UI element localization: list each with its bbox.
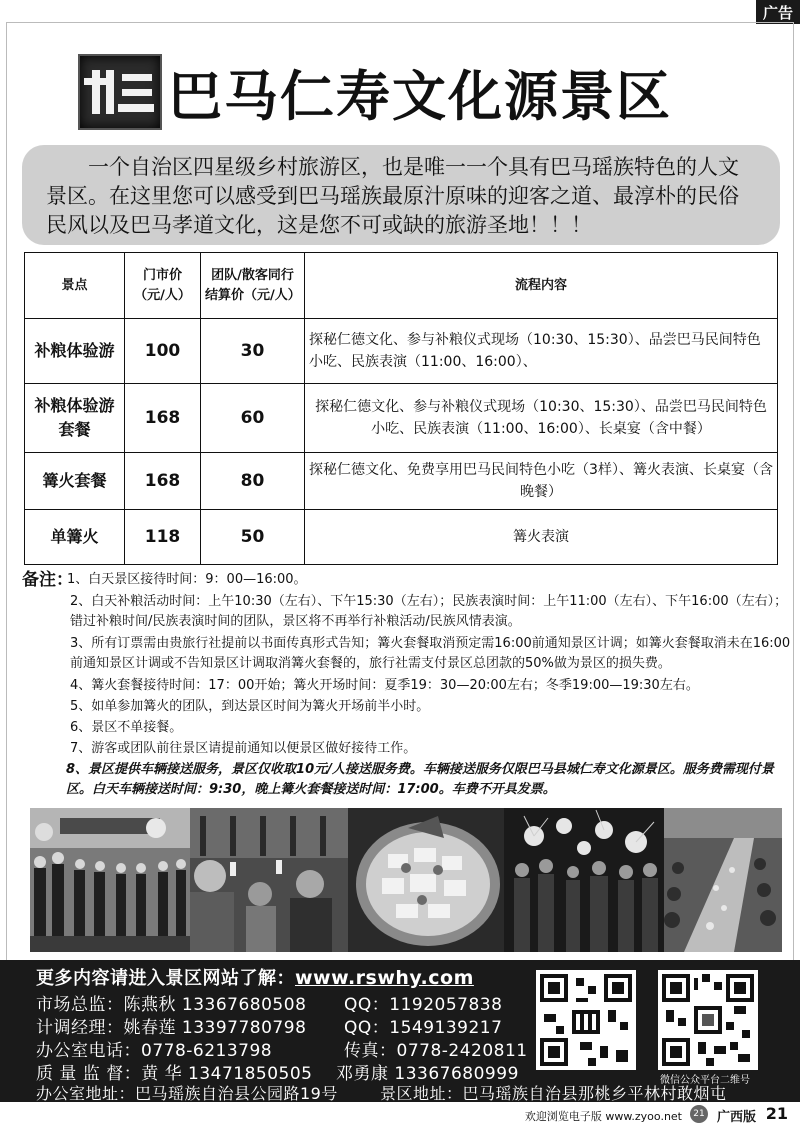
qq-1: QQ：1192057838 [344, 995, 503, 1015]
row-flow: 探秘仁德文化、参与补粮仪式现场（10:30、15:30）、品尝巴马民间特色小吃、民族表演（11:00、16:00）、 [305, 319, 778, 384]
note-item: 3、所有订票需由贵旅行社提前以书面传真形式告知；篝火套餐取消预定需16:00前通知景区计调；如篝火套餐取消未在16:00前通知景区计调或不告知景区计调取消篝火套餐的，旅行社需支付景区总团款的50%做为景区的损失费。 [70, 636, 791, 671]
site-url[interactable]: 欢迎浏览电子版 www.zyoo.net [524, 1110, 682, 1123]
wechat-caption: 微信公众平台二维号 [660, 1075, 750, 1086]
row-name: 补粮体验游套餐 [25, 384, 125, 453]
price-table [24, 252, 778, 565]
badge-icon: 21 [690, 1105, 708, 1123]
office-address: 办公室地址：巴马瑶族自治县公园路19号 [36, 1084, 338, 1103]
row-group-price: 30 [201, 319, 305, 384]
edition-label: 广西版 [716, 1110, 756, 1125]
table-row [25, 510, 778, 565]
photo-long-table [664, 808, 782, 952]
notes-heading: 备注： [22, 570, 73, 590]
planner: 计调经理：姚春莲 13397780798 [36, 1018, 307, 1038]
note-item: 6、景区不单接餐。 [70, 720, 183, 735]
logo-icon [78, 54, 162, 130]
note-item: 7、游客或团队前往景区请提前通知以便景区做好接待工作。 [70, 741, 417, 756]
scenic-address: 景区地址：巴马瑶族自治县那桃乡平林村敢烟屯 [380, 1084, 727, 1103]
photo-snacks [348, 808, 504, 952]
note-item: 2、白天补粮活动时间：上午10:30（左右）、下午15:30（左右）；民族表演时间：上午11:00（左右）、下午16:00（左右）；错过补粮时间/民族表演时间的团队，景区将不再举行补粮活动/民族风情表演。 [70, 594, 788, 629]
ad-label: 广告 [756, 0, 800, 24]
table-row [25, 384, 778, 453]
note-item: 8、景区提供车辆接送服务，景区仅收取10元/人接送服务费。车辆接送服务仅限巴马县城仁寿文化源景区。服务费需现付景区。白天车辆接送时间：9:30，晚上篝火套餐接送时间：17:00。车费不开具发票。 [66, 762, 774, 797]
row-flow: 探秘仁德文化、参与补粮仪式现场（10:30、15:30）、品尝巴马民间特色小吃、民族表演（11:00、16:00）、长桌宴（含中餐） [305, 384, 778, 453]
table-row [25, 453, 778, 510]
note-item: 5、如单参加篝火的团队，到达景区时间为篝火开场前半小时。 [70, 699, 430, 714]
row-flow: 探秘仁德文化、免费享用巴马民间特色小吃（3样）、篝火表演、长桌宴（含晚餐） [305, 453, 778, 510]
page-number: 21 [765, 1104, 788, 1123]
photo-strip [30, 808, 782, 952]
row-flow: 篝火表演 [305, 510, 778, 565]
more-info-line [36, 964, 474, 990]
quality-supervisor-2: 邓勇康 13367680999 [336, 1064, 519, 1084]
table-row [25, 319, 778, 384]
page-title: 巴马仁寿文化源景区 [168, 64, 672, 128]
office-phone: 办公室电话：0778-6213798 [36, 1041, 273, 1061]
note-item: 1、白天景区接待时间：9：00—16:00。 [67, 572, 307, 587]
row-market-price: 168 [125, 384, 201, 453]
header-group-price: 团队/散客同行结算价（元/人） [201, 253, 305, 319]
photo-bonfire [504, 808, 664, 952]
row-group-price: 60 [201, 384, 305, 453]
table-header-row [25, 253, 778, 319]
row-market-price: 168 [125, 453, 201, 510]
intro-text: 一个自治区四星级乡村旅游区，也是唯一一个具有巴马瑶族特色的人文景区。在这里您可以感受到巴马瑶族最原汁原味的迎客之道、最淳朴的民俗民风以及巴马孝道文化，这是您不可或缺的旅游圣地！！！ [22, 145, 780, 245]
row-market-price: 118 [125, 510, 201, 565]
row-market-price: 100 [125, 319, 201, 384]
more-info-text: 更多内容请进入景区网站了解： [36, 968, 295, 989]
header-spot: 景点 [25, 253, 125, 319]
photo-toast [190, 808, 348, 952]
website-link[interactable]: www.rswhy.com [295, 967, 474, 989]
website-qr-icon[interactable] [536, 970, 636, 1070]
row-name: 单篝火 [25, 510, 125, 565]
row-name: 补粮体验游 [25, 319, 125, 384]
row-group-price: 50 [201, 510, 305, 565]
row-name: 篝火套餐 [25, 453, 125, 510]
quality-supervisor: 质 量 监 督：黄 华 13471850505 [36, 1064, 313, 1084]
header-market-price: 门市价（元/人） [125, 253, 201, 319]
note-item: 4、篝火套餐接待时间：17：00开始；篝火开场时间：夏季19：30—20:00左右；冬季19:00—19:30左右。 [70, 678, 699, 693]
photo-welcome [30, 808, 190, 952]
market-director: 市场总监：陈燕秋 13367680508 [36, 995, 307, 1015]
fax: 传真：0778-2420811 [344, 1041, 528, 1061]
wechat-qr-icon[interactable] [658, 970, 758, 1070]
contact-footer [0, 960, 800, 1102]
qq-2: QQ：1549139217 [344, 1018, 503, 1038]
header-flow: 流程内容 [305, 253, 778, 319]
page-footer [0, 1102, 800, 1126]
header [78, 52, 672, 132]
row-group-price: 80 [201, 453, 305, 510]
